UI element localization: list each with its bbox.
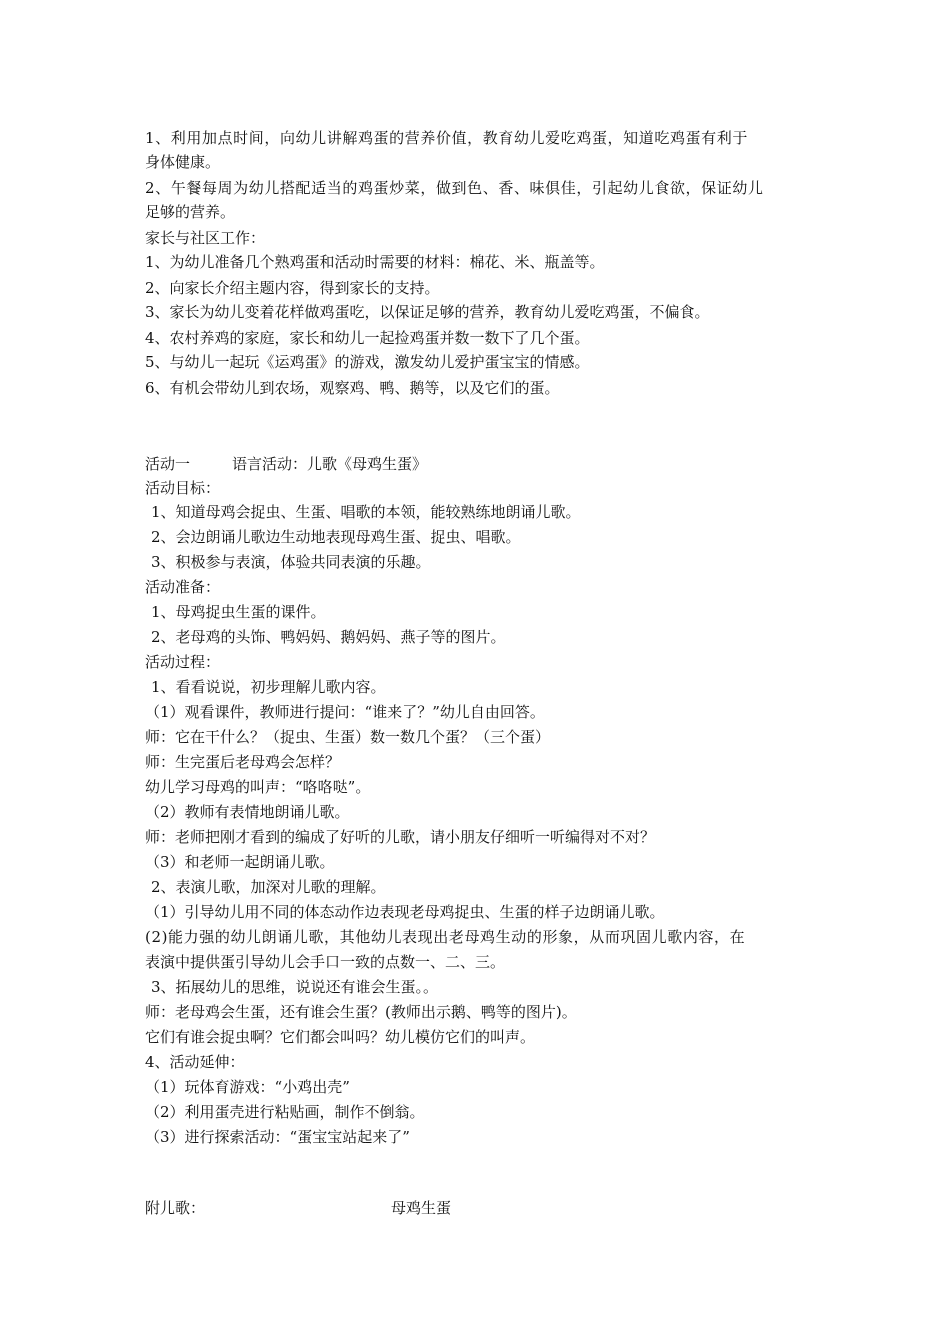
text-line: 1、看看说说，初步理解儿歌内容。 [151,678,386,696]
text-line: 身体健康。 [145,153,221,171]
text-line: 1、母鸡捉虫生蛋的课件。 [151,603,326,621]
section-heading: 活动准备： [145,578,221,596]
text-line: 表演中提供蛋引导幼儿会手口一致的点数一、二、三。 [145,953,506,971]
section-heading: 家长与社区工作： [145,229,266,247]
text-line: 它们有谁会捉虫啊？它们都会叫吗？幼儿模仿它们的叫声。 [145,1028,536,1046]
appendix-label: 附儿歌： [145,1199,206,1217]
section-heading: 4、活动延伸： [145,1053,245,1071]
text-line: （1）观看课件，教师进行提问：“谁来了？”幼儿自由回答。 [145,703,545,721]
text-line: 师：生完蛋后老母鸡会怎样？ [145,753,341,771]
text-line: 1、知道母鸡会捉虫、生蛋、唱歌的本领，能较熟练地朗诵儿歌。 [151,503,581,521]
section-heading: 活动目标： [145,479,221,497]
activity-title: 语言活动：儿歌《母鸡生蛋》 [232,455,428,473]
text-line: 2、午餐每周为幼儿搭配适当的鸡蛋炒菜，做到色、香、味俱佳，引起幼儿食欲，保证幼儿 [145,179,764,197]
appendix-title: 母鸡生蛋 [391,1199,452,1217]
text-line: （1）玩体育游戏：“小鸡出壳” [145,1078,350,1096]
text-line: 3、家长为幼儿变着花样做鸡蛋吃，以保证足够的营养，教育幼儿爱吃鸡蛋，不偏食。 [145,303,710,321]
text-line: 幼儿学习母鸡的叫声：“咯咯哒”。 [145,778,371,796]
section-heading: 活动过程： [145,653,221,671]
text-line: 2、老母鸡的头饰、鸭妈妈、鹅妈妈、燕子等的图片。 [151,628,506,646]
text-line: 5、与幼儿一起玩《运鸡蛋》的游戏，激发幼儿爱护蛋宝宝的情感。 [145,353,590,371]
text-line: （2）教师有表情地朗诵儿歌。 [145,803,350,821]
activity-heading [145,452,427,476]
text-line: 2、表演儿歌，加深对儿歌的理解。 [151,878,386,896]
text-line: 1、为幼儿准备几个熟鸡蛋和活动时需要的材料：棉花、米、瓶盖等。 [145,253,605,271]
text-line: 2、向家长介绍主题内容，得到家长的支持。 [145,279,440,297]
text-line: 3、拓展幼儿的思维，说说还有谁会生蛋。。 [151,978,439,996]
text-line: 2、会边朗诵儿歌边生动地表现母鸡生蛋、捉虫、唱歌。 [151,528,521,546]
text-line: 4、农村养鸡的家庭，家长和幼儿一起捡鸡蛋并数一数下了几个蛋。 [145,329,590,347]
text-line: 3、积极参与表演，体验共同表演的乐趣。 [151,553,431,571]
text-line: 师：老师把刚才看到的编成了好听的儿歌，请小朋友仔细听一听编得对不对？ [145,828,656,846]
text-line: （1）引导幼儿用不同的体态动作边表现老母鸡捉虫、生蛋的样子边朗诵儿歌。 [145,903,665,921]
text-line: 师：老母鸡会生蛋，还有谁会生蛋？(教师出示鹅、鸭等的图片)。 [145,1003,577,1021]
text-line: （3）进行探索活动：“蛋宝宝站起来了” [145,1128,410,1146]
text-line: (2)能力强的幼儿朗诵儿歌，其他幼儿表现出老母鸡生动的形象，从而巩固儿歌内容，在 [145,928,746,946]
text-line: 足够的营养。 [145,203,236,221]
activity-label: 活动一 [145,455,191,473]
text-line: 6、有机会带幼儿到农场，观察鸡、鸭、鹅等，以及它们的蛋。 [145,379,560,397]
text-line: （2）利用蛋壳进行粘贴画，制作不倒翁。 [145,1103,425,1121]
text-line: 1、利用加点时间，向幼儿讲解鸡蛋的营养价值，教育幼儿爱吃鸡蛋，知道吃鸡蛋有利于 [145,129,748,147]
text-line: 师：它在干什么？（捉虫、生蛋）数一数几个蛋？（三个蛋） [145,728,551,746]
text-line: （3）和老师一起朗诵儿歌。 [145,853,335,871]
